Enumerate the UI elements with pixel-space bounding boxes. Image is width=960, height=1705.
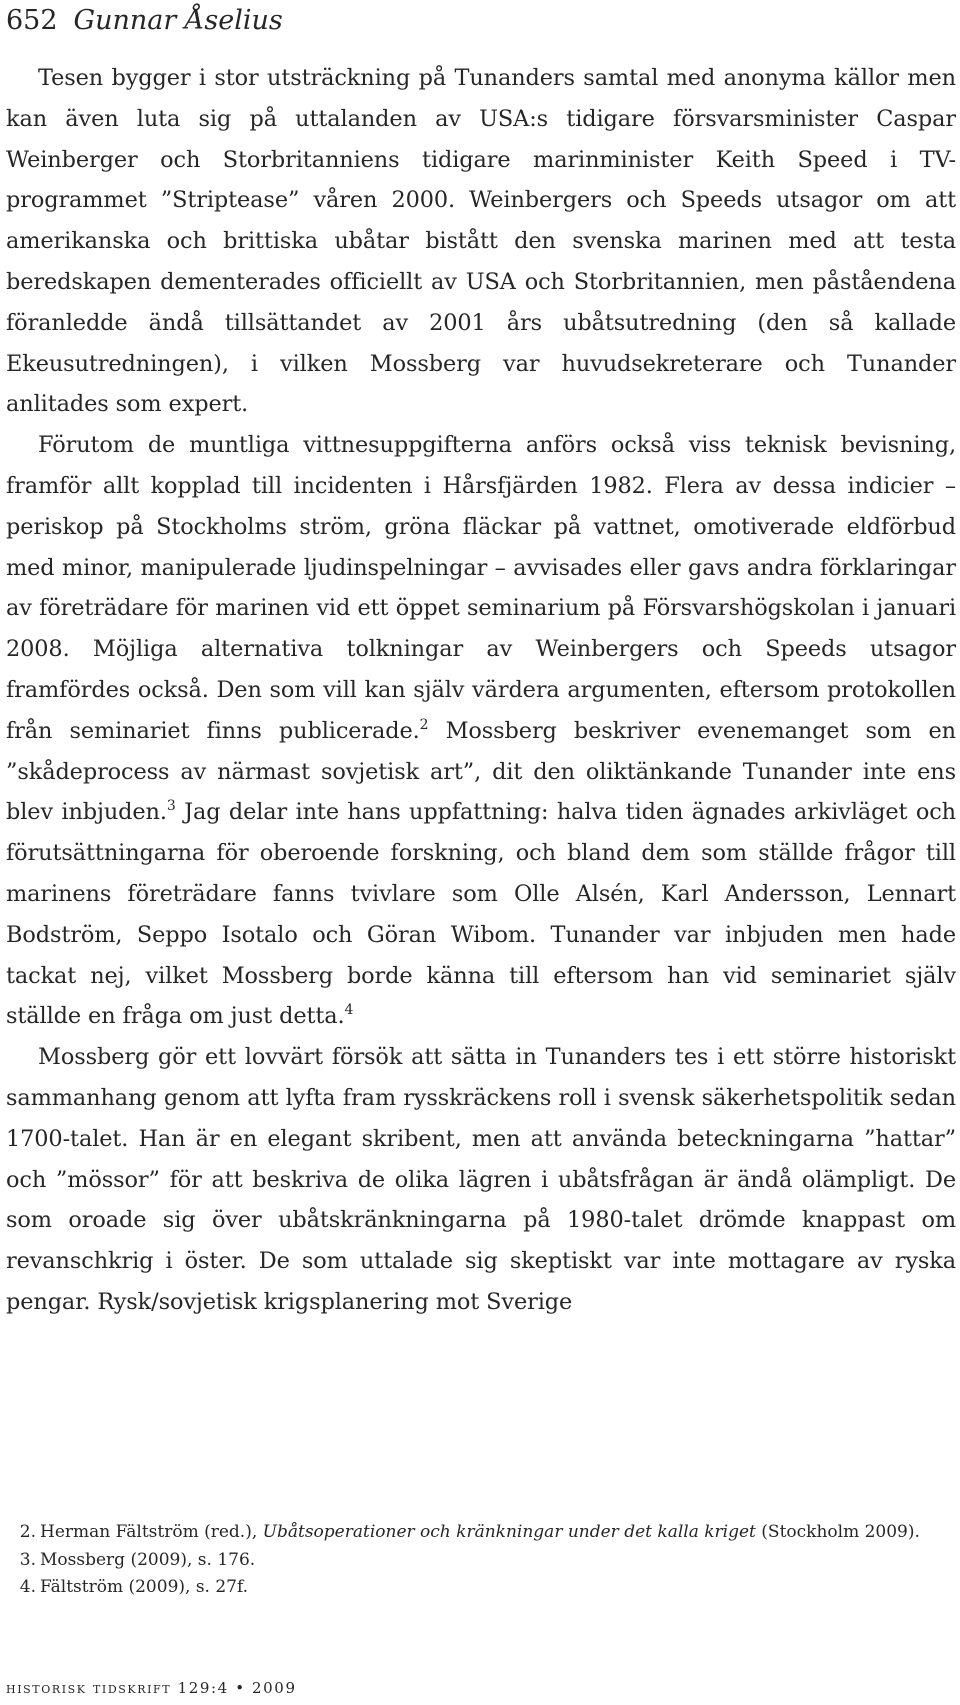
paragraph <box>6 58 956 425</box>
paragraph <box>6 1037 956 1323</box>
page-number: 652 <box>6 5 58 36</box>
body-text <box>6 58 956 1323</box>
running-header <box>6 2 283 40</box>
text-run: Tesen bygger i stor utsträckning på Tunanders samtal med anonyma källor men kan även luta sig på uttalanden av USA:s tidigare försvarsminister Caspar Weinberger och Storbritanniens tidigare marinminister Keith Speed i TV-programmet ”Striptease” våren 2000. Weinbergers och Speeds utsagor om att amerikanska och brittiska ubåtar bistått den svenska marinen med att testa beredskapen dementerades officiellt av USA och Storbritannien, men påståendena föranledde ändå tillsättandet av 2001 års ubåtsutredning (den så kallade Ekeusutredningen), i vilken Mossberg var huvudsekreterare och Tunander anlitades som expert. <box>6 65 956 418</box>
footnote-text: Fältström (2009), s. 27f. <box>40 1577 249 1597</box>
footnote-number: 2. <box>19 1522 36 1542</box>
footnote <box>6 1575 956 1601</box>
footnote <box>6 1520 956 1546</box>
text-run: Mossberg gör ett lovvärt försök att sätta in Tunanders tes i ett större historiskt sammanhang genom att lyfta fram rysskräckens roll i svensk säkerhetspolitik sedan 1700-talet. Han är en elegant skribent, men att använda beteckningarna ”hattar” och ”mössor” för att beskriva de olika lägren i ubåtsfrågan är ändå olämpligt. De som oroade sig över ubåtskränkningarna på 1980-talet drömde knappast om revanschkrig i öster. De som uttalade sig skeptiskt var inte mottagare av ryska pengar. Rysk/sovjetisk krigsplanering mot Sverige <box>6 1044 956 1315</box>
footnote-marker[interactable]: 2 <box>419 716 429 733</box>
footnote-marker[interactable]: 3 <box>166 798 176 815</box>
text-run: Jag delar inte hans uppfattning: halva tiden ägnades arkivläget och förutsättningarna för oberoende forskning, och bland dem som ställde frågor till marinens företrädare fanns tvivlare som Olle Alsén, Karl Andersson, Lennart Bodström, Seppo Isotalo och Göran Wibom. Tunander var inbjuden men hade tackat nej, vilket Mossberg borde känna till eftersom han vid seminariet själv ställde en fråga om just detta. <box>6 799 956 1030</box>
footnote-number: 4. <box>19 1577 36 1597</box>
footnote-title: Ubåtsoperationer och kränkningar under det kalla kriget <box>262 1522 756 1542</box>
text-run: Mossberg beskriver evenemanget som en ”skådeprocess av närmast sovjetisk art”, dit den oliktänkande Tunander inte ens blev inbjuden. <box>6 717 956 826</box>
footnote-text: Mossberg (2009), s. 176. <box>40 1549 256 1570</box>
footnote-text: Herman Fältström (red.), <box>40 1522 263 1542</box>
footnote <box>6 1548 956 1574</box>
footnote-marker[interactable]: 4 <box>344 1002 354 1019</box>
running-head-author: Gunnar Åselius <box>73 5 283 36</box>
text-run: Förutom de muntliga vittnesuppgifterna anförs också viss teknisk bevisning, framför allt kopplad till incidenten i Hårsfjärden 1982. Flera av dessa indicier – periskop på Stockholms ström, gröna fläckar på vattnet, omotiverade eldförbud med minor, manipulerade ljudinspelningar – avvisades eller gavs andra förklaringar av företrädare för marinen vid ett öppet seminarium på Försvarshögskolan i januari 2008. Möjliga alternativa tolkningar av Weinbergers och Speeds utsagor framfördes också. Den som vill kan själv värdera argumenten, eftersom protokollen från seminariet finns publicerade. <box>6 432 956 744</box>
running-footer: historisk tidskrift 129:4 • 2009 <box>6 1679 297 1697</box>
footnote-text: (Stockholm 2009). <box>755 1522 920 1542</box>
paragraph <box>6 425 956 1037</box>
footnote-number: 3. <box>19 1549 36 1570</box>
footnotes <box>6 1520 956 1603</box>
